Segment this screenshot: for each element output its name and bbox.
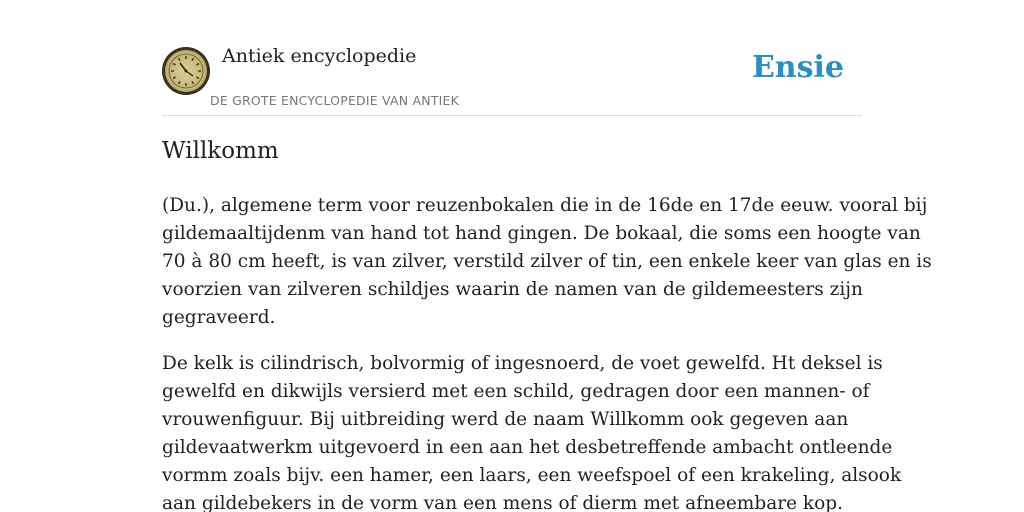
paragraph-line: vrouwenfiguur. Bij uitbreiding werd de naam Willkomm ook gegeven aan bbox=[162, 409, 849, 430]
site-title[interactable]: Antiek encyclopedie bbox=[222, 45, 417, 67]
paragraph-line: aan gildebekers in de vorm van een mens of dierm met afneembare kop. bbox=[162, 493, 843, 512]
paragraph bbox=[162, 350, 902, 512]
paragraph-line: 70 à 80 cm heeft, is van zilver, verstild zilver of tin, een enkele keer van glas en is bbox=[162, 251, 932, 272]
paragraph-line: gildevaatwerkm uitgevoerd in een aan het desbetreffende ambacht ontleende bbox=[162, 437, 893, 458]
paragraph-line: gewelfd en dikwijls versierd met een schild, gedragen door een mannen- of bbox=[162, 381, 870, 402]
paragraph-line: voorzien van zilveren schildjes waarin de namen van de gildemeesters zijn bbox=[162, 279, 863, 300]
brand-logo[interactable]: Ensie bbox=[751, 50, 844, 85]
paragraph-line: (Du.), algemene term voor reuzenbokalen die in de 16de en 17de eeuw. vooral bij bbox=[162, 195, 928, 216]
paragraph-line: vormm zoals bijv. een hamer, een laars, een weefspoel of een krakeling, alsook bbox=[162, 465, 902, 486]
paragraph-line: gegraveerd. bbox=[162, 307, 276, 328]
paragraph-line: gildemaaltijdenm van hand tot hand gingen. De bokaal, die soms een hoogte van bbox=[162, 223, 921, 244]
site-subtitle: DE GROTE ENCYCLOPEDIE VAN ANTIEK bbox=[210, 93, 459, 108]
site-header bbox=[162, 0, 862, 116]
clock-icon[interactable] bbox=[162, 47, 210, 95]
clock-face-icon bbox=[162, 47, 210, 95]
paragraph bbox=[162, 192, 932, 332]
article-title: Willkomm bbox=[162, 138, 279, 164]
paragraph-line: De kelk is cilindrisch, bolvormig of ingesnoerd, de voet gewelfd. Ht deksel is bbox=[162, 353, 883, 374]
article-body bbox=[162, 192, 932, 512]
